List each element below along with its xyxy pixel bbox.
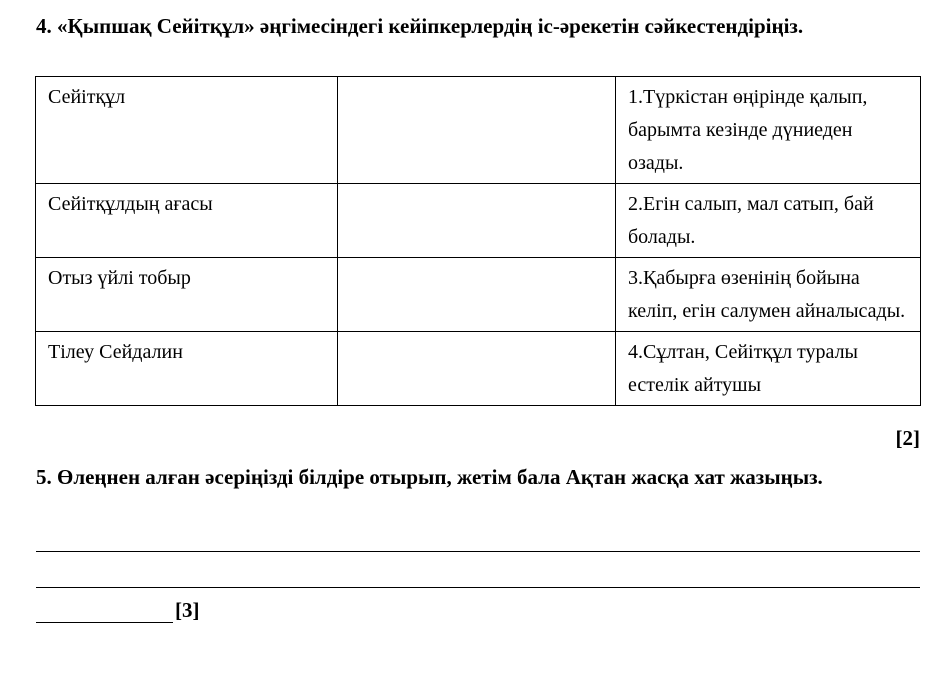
action-cell: 4.Сұлтан, Сейітқұл туралы естелік айтушы — [616, 332, 921, 406]
question-5-title: 5. Өлеңнен алған әсеріңізді білдіре отырып, жетім бала Ақтан жасқа хат жазыңыз. — [36, 465, 823, 489]
answer-cell[interactable] — [338, 77, 616, 184]
answer-cell[interactable] — [338, 258, 616, 332]
table-row — [36, 332, 921, 406]
question-4-score: [2] — [895, 426, 920, 450]
matching-table — [35, 76, 921, 406]
table-row — [36, 184, 921, 258]
action-cell: 2.Егін салып, мал сатып, бай болады. — [616, 184, 921, 258]
table-row — [36, 77, 921, 184]
character-cell: Тілеу Сейдалин — [36, 332, 338, 406]
answer-cell[interactable] — [338, 332, 616, 406]
action-cell: 3.Қабырға өзенінің бойына келіп, егін салумен айналысады. — [616, 258, 921, 332]
character-cell: Сейітқұлдың ағасы — [36, 184, 338, 258]
character-cell: Отыз үйлі тобыр — [36, 258, 338, 332]
answer-line[interactable] — [36, 551, 920, 552]
answer-line[interactable] — [36, 587, 920, 588]
answer-cell[interactable] — [338, 184, 616, 258]
action-cell: 1.Түркістан өңірінде қалып, барымта кезінде дүниеден озады. — [616, 77, 921, 184]
short-answer-line[interactable] — [36, 622, 173, 623]
character-cell: Сейітқұл — [36, 77, 338, 184]
question-4-title: 4. «Қыпшақ Сейітқұл» әңгімесіндегі кейіпкерлердің іс-әрекетін сәйкестендіріңіз. — [36, 14, 804, 38]
question-5-score: [3] — [175, 598, 200, 622]
table-row — [36, 258, 921, 332]
